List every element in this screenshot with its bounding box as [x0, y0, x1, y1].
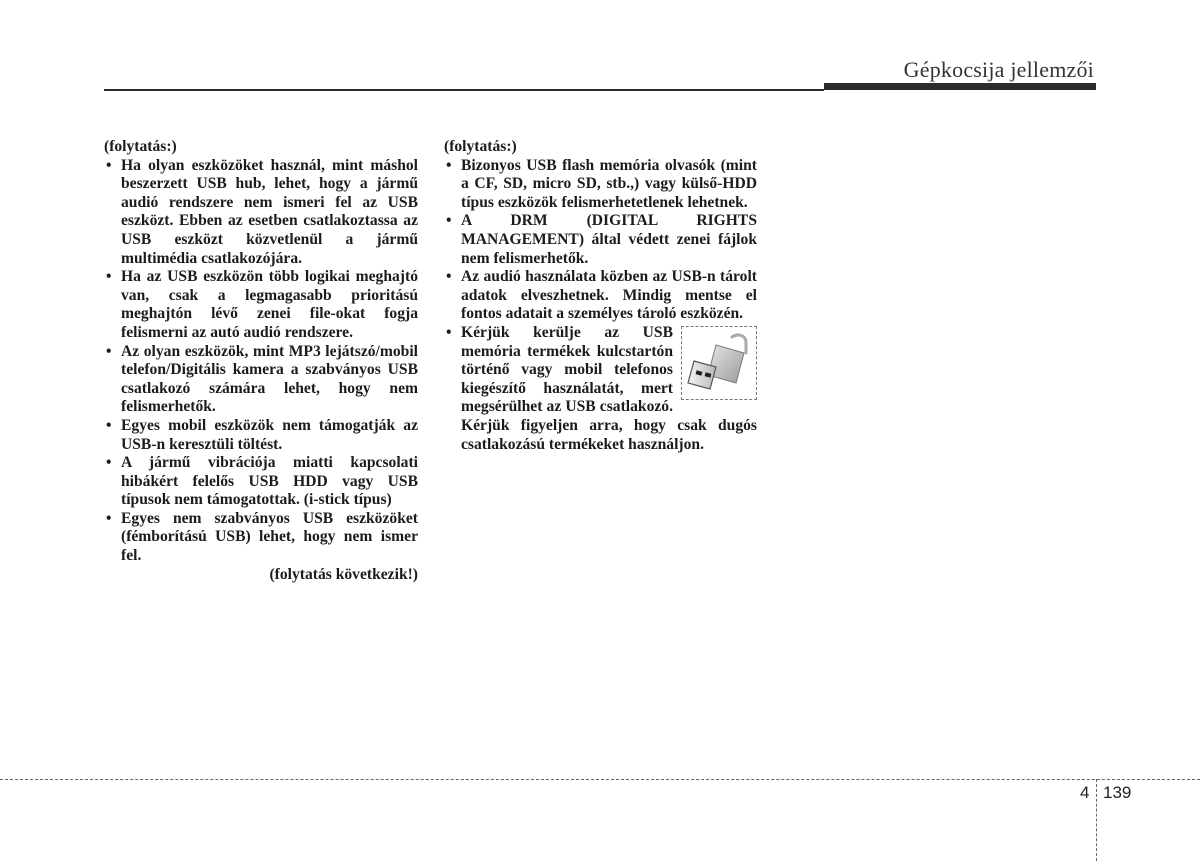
list-item — [104, 157, 418, 269]
right-bullet-list — [444, 157, 757, 455]
header-rule-thick — [824, 83, 1096, 90]
footer-dashed-divider — [1096, 779, 1097, 861]
page-number: 139 — [1103, 783, 1132, 802]
list-item-text: Az audió használata közben az USB-n tárolt adatok elveszhetnek. Mindig mentse el fontos adatait a személyes tároló eszközén. — [461, 268, 757, 323]
list-item — [104, 343, 418, 417]
bullet-marker: • — [106, 268, 112, 286]
right-column — [444, 138, 757, 454]
left-bullet-list — [104, 157, 418, 566]
bullet-marker: • — [446, 323, 452, 341]
list-item-text: Ha olyan eszközöket használ, mint máshol beszerzett USB hub, lehet, hogy a jármű audió rendszere nem ismeri fel az USB eszközt. Ebben az esetben csatlakoztassa az USB eszközt közvetlenül a jármű multimédia csatlakozójára. — [121, 156, 418, 267]
bullet-marker: • — [106, 156, 112, 174]
list-item — [104, 417, 418, 454]
list-item-text: Az olyan eszközök, mint MP3 lejátszó/mobil telefon/Digitális kamera a szabványos USB csatlakozó számára lehet, hogy nem felismerhetők. — [121, 342, 418, 416]
left-column — [104, 138, 418, 584]
footer-dashed-rule — [0, 779, 1200, 780]
list-item — [104, 454, 418, 510]
usb-stick-keychain-icon — [681, 326, 757, 400]
list-item-text: Egyes nem szabványos USB eszközöket (fémborítású USB) lehet, hogy nem ismer fel. — [121, 509, 418, 565]
list-item-text: Bizonyos USB flash memória olvasók (mint a CF, SD, micro SD, stb.,) vagy külső-HDD típus eszközök felismerhetetlenek lehetnek. — [461, 156, 757, 211]
list-item — [104, 268, 418, 342]
bullet-marker: • — [106, 454, 112, 472]
bullet-marker: • — [446, 268, 452, 286]
bullet-marker: • — [106, 416, 112, 434]
bullet-marker: • — [106, 509, 112, 527]
list-item-text: A jármű vibrációja miatti kapcsolati hibákért felelős USB HDD vagy USB típusok nem támogatottak. (i-stick típus) — [121, 454, 418, 509]
list-item — [444, 212, 757, 268]
list-item — [104, 510, 418, 566]
bullet-marker: • — [446, 156, 452, 174]
list-item-text: Egyes mobil eszközök nem támogatják az USB-n keresztüli töltést. — [121, 416, 418, 453]
chapter-number: 4 — [1080, 783, 1090, 802]
usb-stick-svg — [686, 331, 752, 395]
list-item — [444, 157, 757, 213]
continues-next-label: (folytatás következik!) — [269, 565, 418, 583]
header-rule-thin — [104, 89, 824, 91]
list-item-text: Ha az USB eszközön több logikai meghajtó van, csak a legmagasabb prioritású meghajtón lévő zenei file-okat fogja felismerni az autó audió rendszere. — [121, 268, 418, 341]
section-title: Gépkocsija jellemzői — [903, 57, 1094, 82]
continued-label: (folytatás:) — [104, 138, 177, 155]
bullet-marker: • — [446, 212, 452, 230]
list-item-text: Kérjük kerülje az USB memória termékek kulcstartón történő vagy mobil telefonos kiegészítő használatát, mert megsérülhet az USB csatlakozó. Kérjük figyeljen arra, hogy csak dugós csatlakozású termékeket használjon. — [461, 323, 757, 453]
bullet-marker: • — [106, 342, 112, 360]
list-item — [444, 268, 757, 324]
list-item-text: A DRM (DIGITAL RIGHTS MANAGEMENT) által védett zenei fájlok nem felismerhetők. — [461, 212, 757, 267]
continued-label: (folytatás:) — [444, 138, 517, 155]
list-item — [444, 324, 757, 454]
